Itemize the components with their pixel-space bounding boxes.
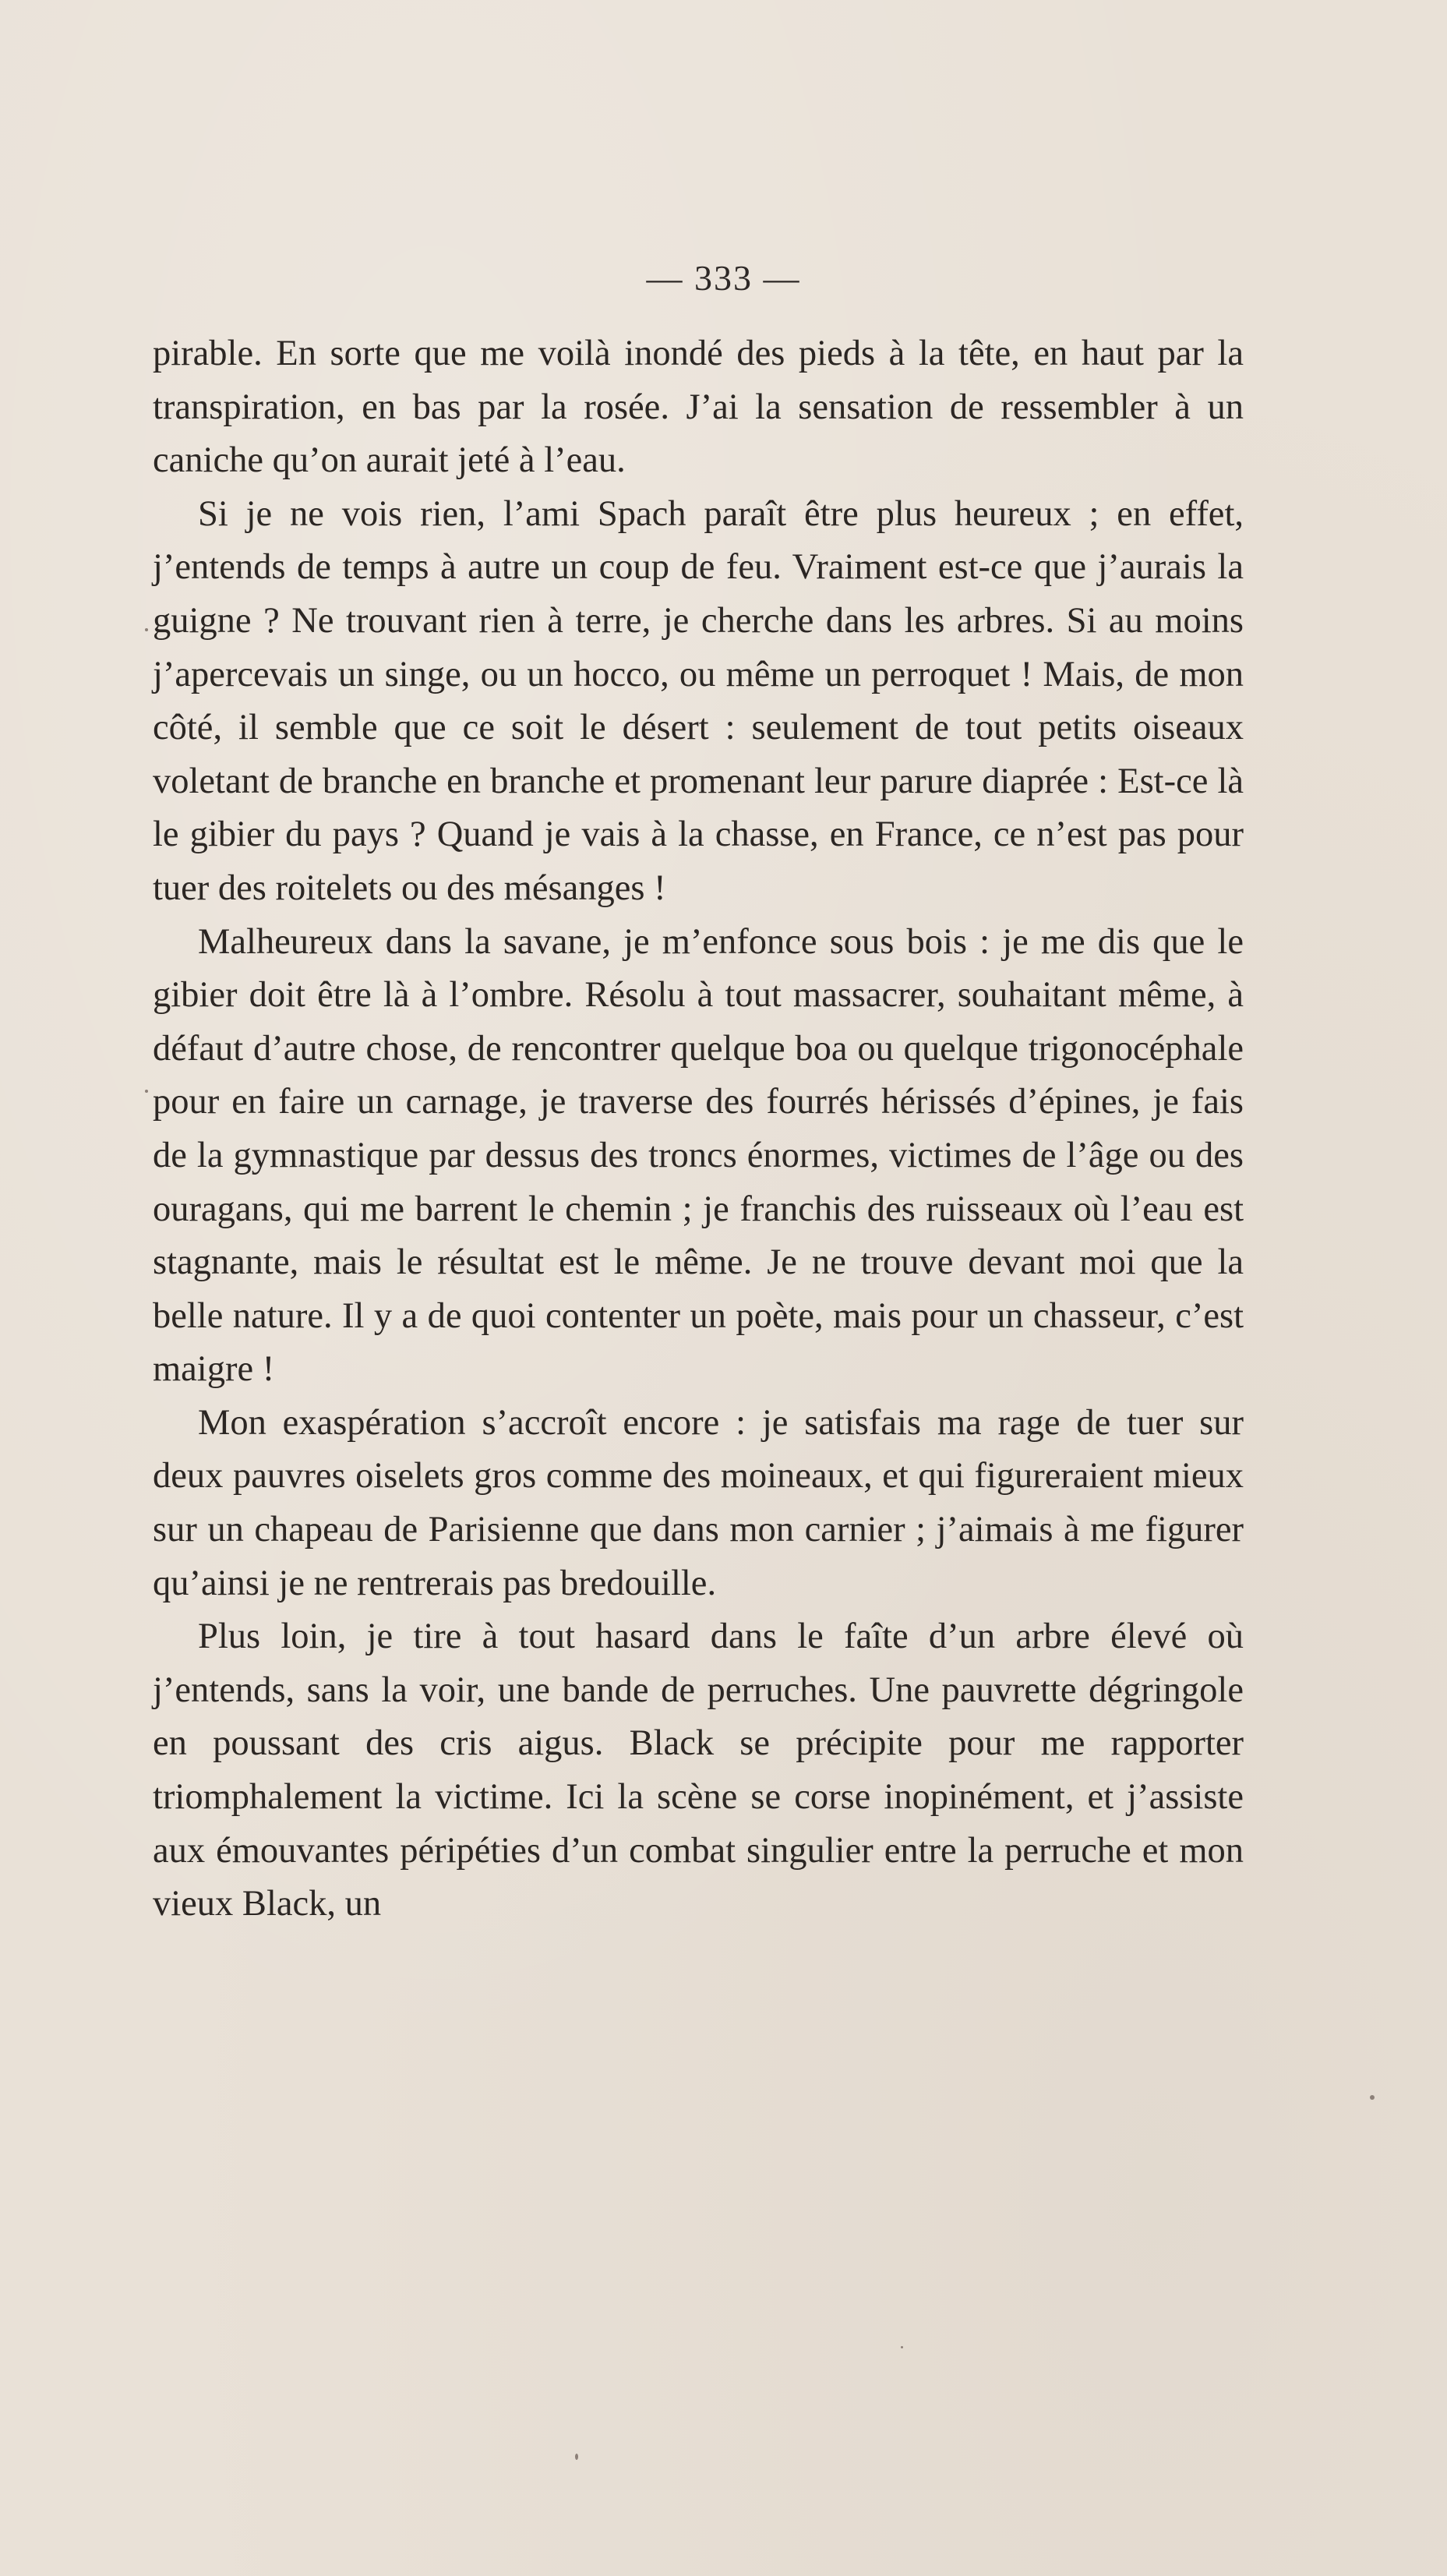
- paper-speck: [575, 2454, 578, 2460]
- paragraph-4: Mon exaspération s’accroît encore : je satisfais ma rage de tuer sur deux pauvres oiselets gros comme des moineaux, et qui figureraient mieux sur un chapeau de Parisienne que dans mon carnier ; j’aimais à me figurer qu’ainsi je ne rentrerais pas bredouille.: [153, 1402, 1244, 1603]
- body-text: [153, 327, 1244, 1931]
- paper-speck: [145, 628, 148, 631]
- paragraph-1: pirable. En sorte que me voilà inondé des pieds à la tête, en haut par la transpiration, en bas par la rosée. J’ai la sensation de ressembler à un caniche qu’on aurait jeté à l’eau.: [153, 334, 1244, 481]
- paper-speck: [1370, 2095, 1375, 2100]
- paper-speck: [901, 2346, 903, 2348]
- paragraph-3: Malheureux dans la savane, je m’enfonce sous bois : je me dis que le gibier doit être là à l’ombre. Résolu à tout massacrer, souhaitant même, à défaut d’autre chose, de rencontrer quelque boa ou quelque trigonocéphale pour en faire un carnage, je traverse des fourrés hérissés d’épines, je fais de la gymnastique par dessus des troncs énormes, victimes de l’âge ou des ouragans, qui me barrent le chemin ; je franchis des ruisseaux où l’eau est stagnante, mais le résultat est le même. Je ne trouve devant moi que la belle nature. Il y a de quoi contenter un poète, mais pour un chasseur, c’est maigre !: [153, 921, 1244, 1390]
- paragraph-5: Plus loin, je tire à tout hasard dans le faîte d’un arbre élevé où j’entends, sans la voir, une bande de perruches. Une pauvrette dégringole en poussant des cris aigus. Black se précipite pour me rapporter triomphalement la victime. Ici la scène se corse inopinément, et j’assiste aux émouvantes péripéties d’un combat singulier entre la perruche et mon vieux Black, un: [153, 1617, 1244, 1924]
- page-number: — 333 —: [646, 258, 801, 298]
- paper-speck: [145, 1090, 148, 1093]
- paragraph-2: Si je ne vois rien, l’ami Spach paraît être plus heureux ; en effet, j’entends de temps à autre un coup de feu. Vraiment est-ce que j’aurais la guigne ? Ne trouvant rien à terre, je cherche dans les arbres. Si au moins j’apercevais un singe, ou un hocco, ou même un perroquet ! Mais, de mon côté, il semble que ce soit le désert : seulement de tout petits oiseaux voletant de branche en branche et promenant leur parure diaprée : Est-ce là le gibier du pays ? Quand je vais à la chasse, en France, ce n’est pas pour tuer des roitelets ou des mésanges !: [153, 493, 1244, 908]
